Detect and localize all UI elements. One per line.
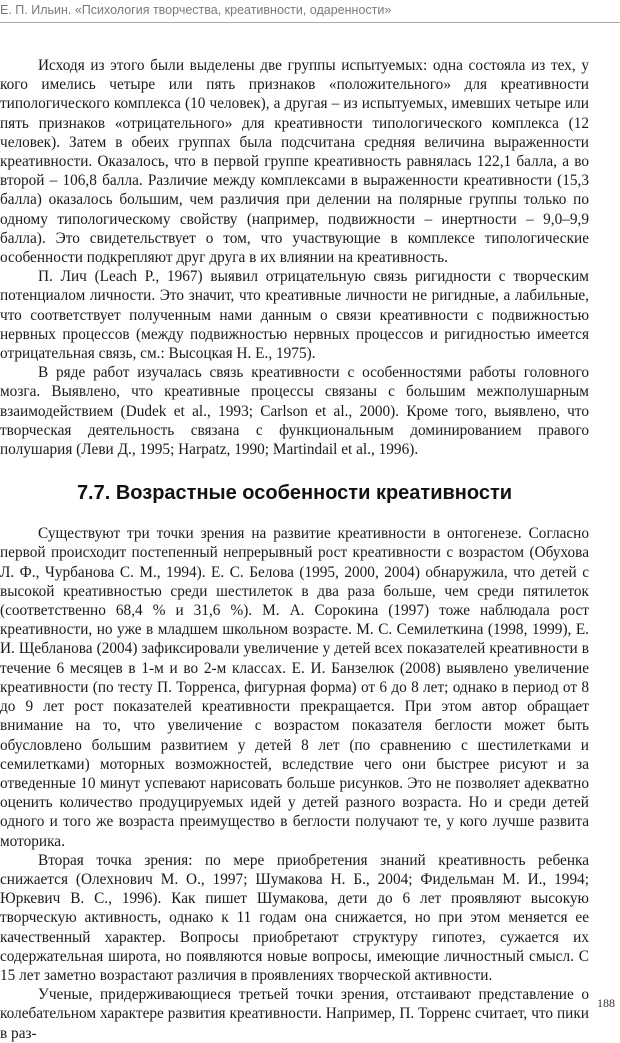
page-body — [0, 56, 589, 1043]
paragraph: В ряде работ изучалась связь креативности с особенностями работы головного мозга. Выявлено, что креативные процессы связаны с большим межполушарным взаимодействием (Dudek et al., 1993; Carlson et al., 2000). Кроме того, выявлено, что творческая деятельность связана с функциональным доминированием правого полушария (Леви Д., 1995; Harpatz, 1990; Martindail et al., 1996). — [0, 364, 589, 459]
paragraph: Существуют три точки зрения на развитие креативности в онтогенезе. Согласно первой происходит постепенный непрерывный рост креативности с возрастом (Обухова Л. Ф., Чурбанова С. М., 1994). Е. С. Белова (1995, 2000, 2004) обнаружила, что детей с высокой креативностью среди шестилеток в два раза больше, чем среди пятилеток (соответственно 68,4 % и 31,6 %). М. А. Сорокина (1997) тоже наблюдала рост креативности, но уже в младшем школьном возрасте. М. С. Семилеткина (1998, 1999), Е. И. Щебланова (2004) зафиксировали увеличение у детей всех показателей креативности в течение 6 месяцев в 1-м и во 2-м классах. Е. И. Банзелюк (2008) выявлено увеличение креативности (по тесту П. Торренса, фигурная форма) от 6 до 8 лет; однако в период от 8 до 9 лет рост показателей креативности прекращается. При этом автор обращает внимание на то, что увеличение с возрастом показателя беглости может быть обусловлено большим развитием у детей 8 лет (по сравнению с шестилетками и семилетками) моторных возможностей, вследствие чего они быстрее рисуют и за отведенные 10 минут успевают нарисовать больше рисунков. Это не позволяет адекватно оценить количество продуцируемых идей у детей разного возраста. Но и среди детей одного и того же возраста преимущество в беглости получают те, у кого лучше развита моторика. — [0, 525, 589, 850]
section-heading: 7.7. Возрастные особенности креативности — [76, 482, 513, 505]
running-header: Е. П. Ильин. «Психология творчества, креативности, одаренности» — [0, 3, 392, 17]
paragraph: Вторая точка зрения: по мере приобретения знаний креативность ребенка снижается (Олехнович М. О., 1997; Шумакова Н. Б., 2004; Фидельман М. И., 1994; Юркевич В. С., 1996). Как пишет Шумакова, дети до 6 лет проявляют высокую творческую активность, однако к 11 годам она снижается, но при этом меняется ее качественный характер. Вопросы приобретают структуру гипотез, сужается их содержательная широта, но появляются новые вопросы, имеющие личностный смысл. С 15 лет заметно возрастают различия в проявлениях творческой активности. — [0, 851, 589, 984]
paragraph: Исходя из этого были выделены две группы испытуемых: одна состояла из тех, у кого имелись четыре или пять признаков «положительного» для креативности типологического комплекса (10 человек), а другая – из испытуемых, имевших четыре или пять признаков «отрицательного» для креативности типологического комплекса (12 человек). Затем в обеих группах была подсчитана средняя величина выраженности креативности. Оказалось, что в первой группе креативность равнялась 122,1 балла, а во второй – 106,8 балла. Различие между комплексами в выраженности креативности (15,3 балла) оказалось большим, чем различия при делении на полярные группы только по одному типологическому свойству (например, подвижности – инертности – 9,0–9,9 балла). Это свидетельствует о том, что участвующие в комплексе типологические особенности подкрепляют друг друга в их влиянии на креативность. — [0, 57, 589, 267]
header-divider — [0, 22, 620, 23]
paragraph: П. Лич (Leach P., 1967) выявил отрицательную связь ригидности с творческим потенциалом личности. Это значит, что креативные личности не ригидные, а лабильные, что соответствует полученным нами данным о связи креативности с подвижностью нервных процессов (между подвижностью нервных процессов и ригидностью имеется отрицательная связь, см.: Высоцкая Н. Е., 1975). — [0, 268, 589, 363]
paragraph: Ученые, придерживающиеся третьей точки зрения, отстаивают представление о колебательном характере развития креативности. Например, П. Торренс считает, что пики в раз- — [0, 986, 589, 1042]
page-number: 188 — [597, 996, 615, 1010]
